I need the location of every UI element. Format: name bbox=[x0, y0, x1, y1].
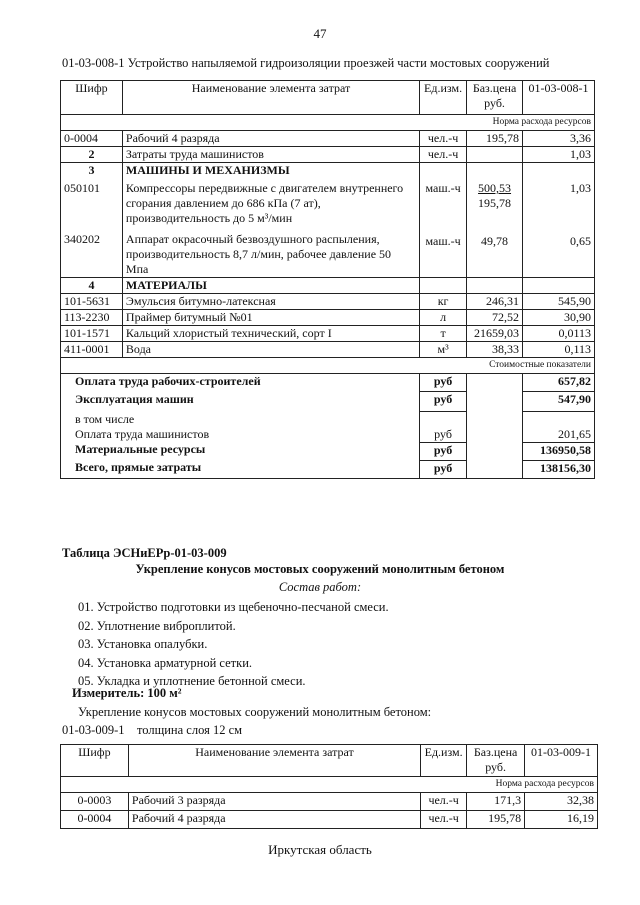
cost-value: 136950,58 bbox=[523, 442, 595, 460]
cell-unit: чел.-ч bbox=[421, 811, 467, 829]
cell-unit: кг bbox=[420, 294, 467, 310]
header-price: Баз.цена руб. bbox=[467, 745, 525, 777]
cost-row bbox=[61, 412, 595, 427]
cost-name: Всего, прямые затраты bbox=[61, 460, 420, 478]
table1 bbox=[60, 80, 595, 479]
cell-code: 340202 bbox=[64, 232, 100, 246]
cell-code: 4 bbox=[61, 278, 123, 294]
cost-name: Эксплуатация машин bbox=[61, 392, 420, 412]
cell-code: 411-0001 bbox=[61, 342, 123, 358]
table-row bbox=[61, 310, 595, 326]
header-name: Наименование элемента затрат bbox=[122, 81, 419, 115]
header-name: Наименование элемента затрат bbox=[128, 745, 420, 777]
header-norm: 01-03-008-1 bbox=[523, 81, 595, 115]
cell-qty: 30,90 bbox=[523, 310, 595, 326]
cost-row bbox=[61, 392, 595, 412]
cell-code: 0-0004 bbox=[61, 131, 123, 147]
cell-price-secondary: 195,78 bbox=[478, 196, 512, 210]
work-item: 03. Установка опалубки. bbox=[78, 637, 208, 652]
cell-qty: 1,03 bbox=[570, 181, 591, 195]
cost-value: 201,65 bbox=[523, 427, 595, 443]
cost-name: Оплата труда машинистов bbox=[61, 427, 420, 443]
cell-qty: 16,19 bbox=[525, 811, 598, 829]
cell-unit: чел.-ч bbox=[420, 147, 467, 163]
cost-value: 657,82 bbox=[523, 374, 595, 392]
cell-unit: чел.-ч bbox=[421, 793, 467, 811]
cost-name: Материальные ресурсы bbox=[61, 442, 420, 460]
description: Укрепление конусов мостовых сооружений монолитным бетоном: bbox=[78, 705, 432, 719]
table-row bbox=[61, 147, 595, 163]
cost-unit: руб bbox=[420, 460, 467, 478]
header-code: Шифр bbox=[61, 745, 129, 777]
cost-row bbox=[61, 374, 595, 392]
cell-name: Рабочий 4 разряда bbox=[122, 131, 419, 147]
table-label: Таблица ЭСНиЕРр-01-03-009 bbox=[62, 546, 227, 560]
work-caption: Состав работ: bbox=[278, 580, 362, 594]
cell-qty: 545,90 bbox=[523, 294, 595, 310]
cell-qty: 0,0113 bbox=[523, 326, 595, 342]
header-norm: 01-03-009-1 bbox=[525, 745, 598, 777]
cell-price: 21659,03 bbox=[467, 326, 523, 342]
cost-name: Оплата труда рабочих-строителей bbox=[61, 374, 420, 392]
cell-code: 2 bbox=[61, 147, 123, 163]
header-unit: Ед.изм. bbox=[421, 745, 467, 777]
cell-price: 195,78 bbox=[467, 131, 523, 147]
cell-price: 171,3 bbox=[467, 793, 525, 811]
cell-code: 101-1571 bbox=[61, 326, 123, 342]
group-title: МАШИНЫ И МЕХАНИЗМЫ bbox=[125, 163, 290, 177]
cell-price: 500,53 bbox=[478, 181, 512, 195]
cost-caption: Стоимостные показатели bbox=[61, 358, 595, 374]
header-price: Баз.цена руб. bbox=[467, 81, 523, 115]
cell-qty: 1,03 bbox=[523, 147, 595, 163]
norm-caption: Норма расхода ресурсов bbox=[61, 115, 595, 131]
cell-qty: 3,36 bbox=[523, 131, 595, 147]
cost-unit: руб bbox=[420, 392, 467, 412]
cell-price bbox=[467, 147, 523, 163]
cost-unit: руб bbox=[420, 442, 467, 460]
cell-unit: л bbox=[420, 310, 467, 326]
header-code: Шифр bbox=[61, 81, 123, 115]
table-row bbox=[61, 278, 595, 294]
cost-name: в том числе bbox=[61, 412, 420, 427]
cost-value: 547,90 bbox=[523, 392, 595, 412]
table-row bbox=[61, 326, 595, 342]
works-list bbox=[78, 598, 389, 691]
subtitle: 01-03-009-1 толщина слоя 12 см bbox=[62, 723, 243, 737]
cell-name: Аппарат окрасочный безвоздушного распыления, производительность 8,7 л/мин, рабочее давление 50 Мпа bbox=[125, 232, 392, 276]
cell-unit: маш.-ч bbox=[425, 181, 461, 195]
cell-name: Кальций хлористый технический, сорт I bbox=[122, 326, 419, 342]
table2 bbox=[60, 744, 598, 829]
cell-unit: маш.-ч bbox=[425, 234, 461, 248]
norm-caption: Норма расхода ресурсов bbox=[61, 777, 598, 793]
work-item: 05. Укладка и уплотнение бетонной смеси. bbox=[78, 674, 306, 689]
cell-code: 101-5631 bbox=[61, 294, 123, 310]
cell-price: 49,78 bbox=[481, 234, 509, 248]
cost-unit: руб bbox=[420, 374, 467, 392]
cell-name: Вода bbox=[122, 342, 419, 358]
table-row bbox=[61, 131, 595, 147]
header-unit: Ед.изм. bbox=[420, 81, 467, 115]
work-item: 01. Устройство подготовки из щебеночно-песчаной смеси. bbox=[78, 600, 389, 614]
work-item: 04. Установка арматурной сетки. bbox=[78, 655, 253, 670]
cell-unit: т bbox=[420, 326, 467, 342]
group-cell bbox=[61, 163, 123, 278]
section-heading: Укрепление конусов мостовых сооружений монолитным бетоном bbox=[135, 562, 505, 576]
cost-row bbox=[61, 427, 595, 443]
cell-code: 113-2230 bbox=[61, 310, 123, 326]
cell-price: 38,33 bbox=[467, 342, 523, 358]
cost-row bbox=[61, 460, 595, 478]
cell-code: 0-0003 bbox=[61, 793, 129, 811]
work-item: 02. Уплотнение виброплитой. bbox=[78, 618, 236, 633]
group-cell bbox=[467, 163, 523, 278]
cell-unit: чел.-ч bbox=[420, 131, 467, 147]
cell-code: 3 bbox=[88, 163, 95, 177]
cell-name: Эмульсия битумно-латексная bbox=[122, 294, 419, 310]
page-number: 47 bbox=[313, 26, 327, 41]
cost-row bbox=[61, 442, 595, 460]
cell-price: 246,31 bbox=[467, 294, 523, 310]
table-row bbox=[61, 163, 595, 278]
cell-name: Праймер битумный №01 bbox=[122, 310, 419, 326]
cost-value: 138156,30 bbox=[523, 460, 595, 478]
group-cell bbox=[523, 163, 595, 278]
cell-name: Затраты труда машинистов bbox=[122, 147, 419, 163]
table-row bbox=[61, 811, 598, 829]
cell-qty: 0,113 bbox=[523, 342, 595, 358]
cell-name: Рабочий 4 разряда bbox=[128, 811, 420, 829]
cost-unit: руб bbox=[420, 427, 467, 443]
cell-code: 0-0004 bbox=[61, 811, 129, 829]
page-footer: Иркутская область bbox=[268, 842, 372, 857]
cell-name: Рабочий 3 разряда bbox=[128, 793, 420, 811]
cell-name: Компрессоры передвижные с двигателем внутреннего сгорания давлением до 686 кПа (7 ат), производительность до 5 м³/мин bbox=[125, 181, 404, 225]
cell-qty: 0,65 bbox=[570, 234, 591, 248]
group-cell bbox=[122, 163, 419, 278]
cell-qty: 32,38 bbox=[525, 793, 598, 811]
cell-code: 050101 bbox=[64, 181, 100, 195]
group-cell bbox=[420, 163, 467, 278]
table-row bbox=[61, 793, 598, 811]
group-title: МАТЕРИАЛЫ bbox=[122, 278, 419, 294]
meter: Измеритель: 100 м² bbox=[72, 686, 182, 700]
cell-price: 195,78 bbox=[467, 811, 525, 829]
table-row bbox=[61, 342, 595, 358]
table1-title: 01-03-008-1 Устройство напыляемой гидроизоляции проезжей части мостовых сооружений bbox=[62, 56, 550, 70]
cell-unit: м³ bbox=[420, 342, 467, 358]
table-row bbox=[61, 294, 595, 310]
cell-price: 72,52 bbox=[467, 310, 523, 326]
